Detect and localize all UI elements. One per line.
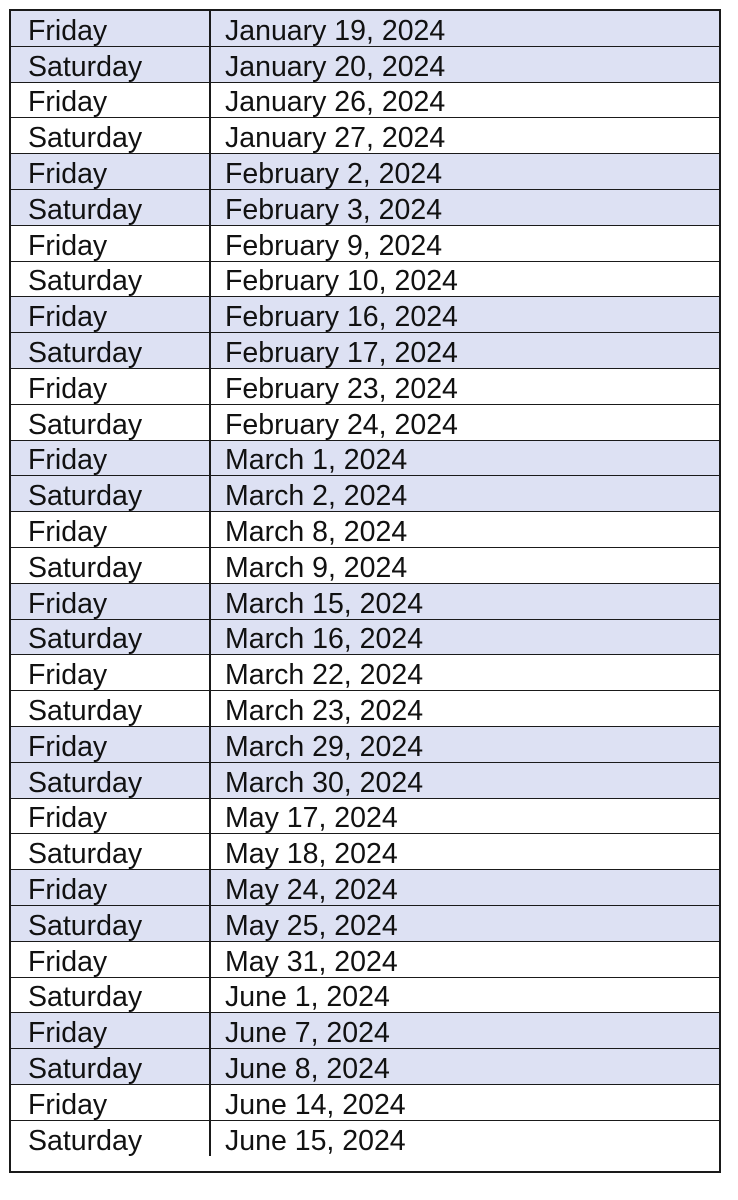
table-row — [11, 1049, 719, 1085]
day-cell: Friday — [11, 11, 210, 46]
date-cell: May 25, 2024 — [210, 905, 719, 941]
day-cell: Saturday — [11, 977, 210, 1013]
day-cell: Saturday — [11, 691, 210, 727]
table-row — [11, 261, 719, 297]
date-cell: March 23, 2024 — [210, 691, 719, 727]
date-cell: January 20, 2024 — [210, 46, 719, 82]
day-cell: Saturday — [11, 1120, 210, 1155]
table-row — [11, 368, 719, 404]
table-row — [11, 512, 719, 548]
day-cell: Friday — [11, 225, 210, 261]
table-row — [11, 154, 719, 190]
date-cell: March 29, 2024 — [210, 726, 719, 762]
day-cell: Friday — [11, 798, 210, 834]
date-cell: February 17, 2024 — [210, 333, 719, 369]
date-cell: March 8, 2024 — [210, 512, 719, 548]
table-row — [11, 1084, 719, 1120]
table-row — [11, 189, 719, 225]
date-cell: February 3, 2024 — [210, 189, 719, 225]
date-cell: February 16, 2024 — [210, 297, 719, 333]
day-cell: Friday — [11, 82, 210, 118]
table-row — [11, 547, 719, 583]
table-row — [11, 297, 719, 333]
day-cell: Saturday — [11, 118, 210, 154]
table-row — [11, 333, 719, 369]
day-cell: Saturday — [11, 619, 210, 655]
date-cell: June 8, 2024 — [210, 1049, 719, 1085]
day-cell: Saturday — [11, 1049, 210, 1085]
day-cell: Saturday — [11, 46, 210, 82]
table-row — [11, 619, 719, 655]
date-cell: January 26, 2024 — [210, 82, 719, 118]
table-row — [11, 1013, 719, 1049]
table-row — [11, 726, 719, 762]
date-cell: June 7, 2024 — [210, 1013, 719, 1049]
date-cell: February 2, 2024 — [210, 154, 719, 190]
day-cell: Friday — [11, 870, 210, 906]
date-cell: June 1, 2024 — [210, 977, 719, 1013]
date-cell: March 9, 2024 — [210, 547, 719, 583]
table-row — [11, 798, 719, 834]
day-cell: Saturday — [11, 547, 210, 583]
day-cell: Saturday — [11, 476, 210, 512]
date-cell: May 18, 2024 — [210, 834, 719, 870]
table-row — [11, 691, 719, 727]
schedule-table — [11, 11, 719, 1156]
table-row — [11, 440, 719, 476]
day-cell: Friday — [11, 368, 210, 404]
day-cell: Friday — [11, 655, 210, 691]
day-cell: Saturday — [11, 189, 210, 225]
table-row — [11, 118, 719, 154]
date-cell: February 23, 2024 — [210, 368, 719, 404]
table-row — [11, 583, 719, 619]
date-cell: March 2, 2024 — [210, 476, 719, 512]
table-row — [11, 870, 719, 906]
date-cell: February 24, 2024 — [210, 404, 719, 440]
date-cell: January 27, 2024 — [210, 118, 719, 154]
table-row — [11, 941, 719, 977]
day-cell: Saturday — [11, 834, 210, 870]
day-cell: Friday — [11, 726, 210, 762]
date-cell: May 24, 2024 — [210, 870, 719, 906]
table-row — [11, 905, 719, 941]
date-cell: February 10, 2024 — [210, 261, 719, 297]
date-cell: June 15, 2024 — [225, 1124, 406, 1156]
date-cell: March 22, 2024 — [210, 655, 719, 691]
date-cell: February 9, 2024 — [210, 225, 719, 261]
day-cell: Friday — [11, 583, 210, 619]
table-row — [11, 404, 719, 440]
day-cell: Saturday — [11, 333, 210, 369]
date-cell: March 16, 2024 — [210, 619, 719, 655]
day-cell: Friday — [11, 154, 210, 190]
day-cell: Friday — [11, 297, 210, 333]
table-row — [11, 82, 719, 118]
table-row — [11, 1120, 719, 1155]
date-cell: May 31, 2024 — [210, 941, 719, 977]
table-row — [11, 476, 719, 512]
schedule-table-body — [11, 11, 719, 1156]
day-cell: Saturday — [11, 404, 210, 440]
date-cell: June 14, 2024 — [210, 1084, 719, 1120]
date-cell: January 19, 2024 — [210, 11, 719, 46]
table-row — [11, 834, 719, 870]
date-cell: March 15, 2024 — [210, 583, 719, 619]
day-cell: Friday — [11, 941, 210, 977]
table-row — [11, 46, 719, 82]
day-cell: Friday — [11, 1013, 210, 1049]
day-cell: Friday — [11, 512, 210, 548]
table-row — [11, 225, 719, 261]
day-cell: Saturday — [11, 905, 210, 941]
day-cell: Saturday — [11, 261, 210, 297]
schedule-table-container — [9, 9, 721, 1173]
date-cell: March 30, 2024 — [210, 762, 719, 798]
table-row — [11, 11, 719, 46]
date-cell: May 17, 2024 — [210, 798, 719, 834]
day-cell: Saturday — [11, 762, 210, 798]
table-row — [11, 977, 719, 1013]
date-cell: March 1, 2024 — [210, 440, 719, 476]
table-row — [11, 762, 719, 798]
day-cell: Friday — [11, 440, 210, 476]
table-row — [11, 655, 719, 691]
day-cell: Friday — [11, 1084, 210, 1120]
